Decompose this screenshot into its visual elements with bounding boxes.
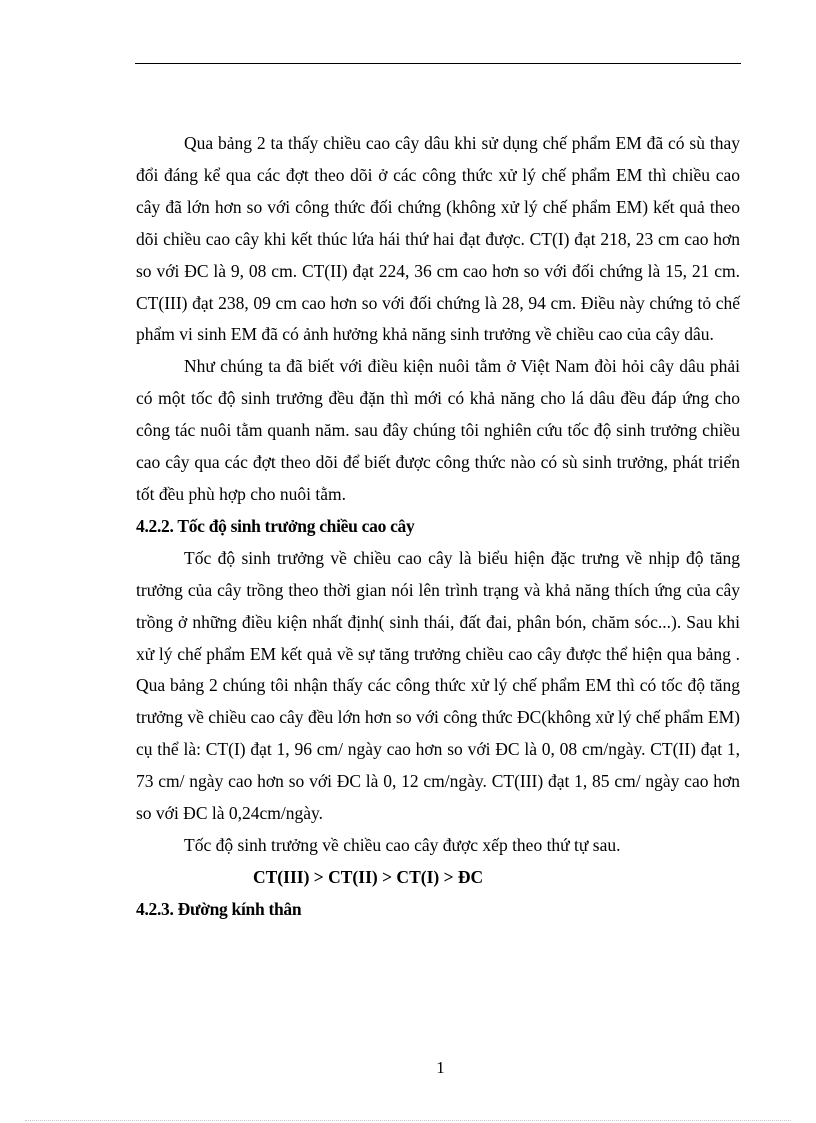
- page-bottom-border: [25, 1120, 791, 1121]
- page-number: 1: [436, 1058, 445, 1077]
- header-rule: [135, 63, 741, 64]
- paragraph-plant-height-results: Qua bảng 2 ta thấy chiều cao cây dâu khi sử dụng chế phẩm EM đã có sù thay đổi đáng kể qua các đợt theo dõi ở các công thức xử lý chế phẩm EM thì chiều cao cây đã lớn hơn so với công thức đối chứng (không xử lý chế phẩm EM) kết quả theo dõi chiều cao cây khi kết thúc lứa hái thứ hai đạt được. CT(I) đạt 218, 23 cm cao hơn so với ĐC là 9, 08 cm. CT(II) đạt 224, 36 cm cao hơn so với đối chứng là 15, 21 cm. CT(III) đạt 238, 09 cm cao hơn so với đối chứng là 28, 94 cm. Điều này chứng tỏ chế phẩm vi sinh EM đã có ảnh hưởng khả năng sinh trưởng về chiều cao của cây dâu.: [136, 133, 740, 345]
- document-body: [136, 128, 740, 926]
- paragraph-growth-rate-intro: Như chúng ta đã biết với điều kiện nuôi tằm ở Việt Nam đòi hỏi cây dâu phải có một tốc độ sinh trưởng đều đặn thì mới có khả năng cho lá dâu đều đáp ứng cho công tác nuôi tằm quanh năm. sau đây chúng tôi nghiên cứu tốc độ sinh trưởng chiều cao cây qua các đợt theo dõi để biết được công thức nào có sù sinh trưởng, phát triển tốt đều phù hợp cho nuôi tằm.: [136, 356, 740, 504]
- paragraph-growth-rate-details: Tốc độ sinh trưởng về chiều cao cây là biểu hiện đặc trưng về nhịp độ tăng trưởng của cây trồng theo thời gian nói lên trình trạng và khả năng thích ứng của cây trồng ở những điều kiện nhất định( sinh thái, đất đai, phân bón, chăm sóc...). Sau khi xử lý chế phẩm EM kết quả về sự tăng trưởng chiều cao cây được thể hiện qua bảng . Qua bảng 2 chúng tôi nhận thấy các công thức xử lý chế phẩm EM thì có tốc độ tăng trưởng về chiều cao cây đều lớn hơn so với công thức ĐC(không xử lý chế phẩm EM) cụ thể là: CT(I) đạt 1, 96 cm/ ngày cao hơn so với ĐC là 0, 08 cm/ngày. CT(II) đạt 1, 73 cm/ ngày cao hơn so với ĐC là 0, 12 cm/ngày. CT(III) đạt 1, 85 cm/ ngày cao hơn so với ĐC là 0,24cm/ngày.: [136, 547, 740, 824]
- section-heading-stem-diameter: 4.2.3. Đường kính thân: [136, 898, 302, 919]
- paragraph-ranking-intro: Tốc độ sinh trưởng về chiều cao cây được xếp theo thứ tự sau.: [184, 834, 621, 855]
- section-heading-growth-rate: 4.2.2. Tốc độ sinh trưởng chiều cao cây: [136, 515, 415, 536]
- ranking-formula: CT(III) > CT(II) > CT(I) > ĐC: [253, 866, 484, 887]
